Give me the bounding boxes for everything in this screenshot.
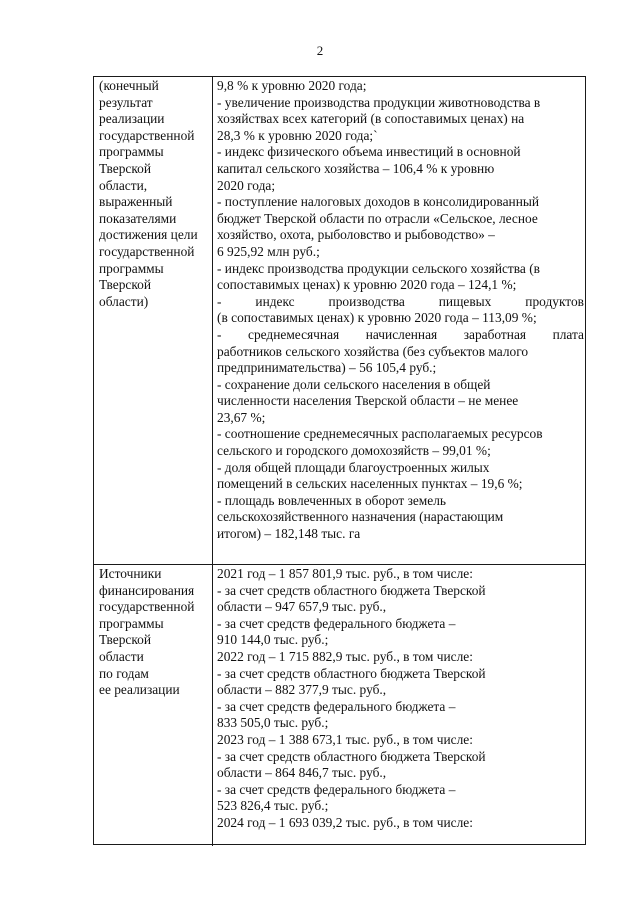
value-line: 2020 года;	[217, 177, 276, 193]
value-line: бюджет Тверской области по отрасли «Сельское, лесное	[217, 210, 538, 226]
value-line: - за счет средств федерального бюджета –	[217, 615, 456, 631]
value-line: - увеличение производства продукции животноводства в	[217, 94, 541, 110]
value-line: сельского и городского домохозяйств – 99,01 %;	[217, 443, 491, 459]
label-line: выраженный	[99, 194, 173, 210]
label-line: государственной	[99, 127, 195, 143]
label-line: программы	[99, 615, 164, 631]
table-row	[94, 77, 585, 565]
label-line: Тверской	[99, 160, 152, 176]
value-line: хозяйствах всех категорий (в сопоставимых ценах) на	[217, 111, 525, 127]
label-line: по годам	[99, 665, 149, 681]
label-line: Тверской	[99, 632, 152, 648]
label-line: финансирования	[99, 582, 195, 598]
value-line: - среднемесячная начисленная заработная плата	[217, 326, 584, 342]
value-line: 6 925,92 млн руб.;	[217, 243, 320, 259]
value-line: 2021 год – 1 857 801,9 тыс. руб., в том числе:	[217, 566, 473, 581]
label-line: результат	[99, 94, 153, 110]
value-line: - соотношение среднемесячных располагаемых ресурсов	[217, 426, 543, 442]
value-line: области – 882 377,9 тыс. руб.,	[217, 682, 387, 698]
value-line: 833 505,0 тыс. руб.;	[217, 715, 329, 731]
label-line: достижения цели	[99, 227, 198, 243]
value-line: численности населения Тверской области – не менее	[217, 393, 519, 409]
value-line: 28,3 % к уровню 2020 года;`	[217, 127, 378, 143]
value-line: - за счет средств федерального бюджета –	[217, 698, 456, 714]
column-divider	[212, 77, 213, 564]
row-label-cell	[99, 566, 211, 699]
value-line: 523 826,4 тыс. руб.;	[217, 798, 329, 814]
value-line: - за счет средств областного бюджета Тверской	[217, 748, 486, 764]
value-line: помещений в сельских населенных пунктах – 19,6 %;	[217, 476, 523, 492]
value-line: 23,67 %;	[217, 409, 266, 425]
column-divider	[212, 565, 213, 846]
value-line: 2024 год – 1 693 039,2 тыс. руб., в том числе:	[217, 814, 473, 830]
value-line: области – 947 657,9 тыс. руб.,	[217, 599, 387, 615]
label-line: показателями	[99, 210, 177, 226]
value-line: предпринимательства) – 56 105,4 руб.;	[217, 360, 437, 376]
label-line: государственной	[99, 243, 195, 259]
value-line: - доля общей площади благоустроенных жилых	[217, 459, 490, 475]
value-line: капитал сельского хозяйства – 106,4 % к уровню	[217, 160, 495, 176]
value-line: - индекс производства пищевых продуктов	[217, 293, 584, 309]
value-line: - поступление налоговых доходов в консолидированный	[217, 194, 540, 210]
label-line: государственной	[99, 599, 195, 615]
label-line: Тверской	[99, 277, 152, 293]
value-line: хозяйство, охота, рыболовство и рыбоводство» –	[217, 227, 495, 243]
row-value-cell	[217, 566, 584, 830]
value-line: (в сопоставимых ценах) к уровню 2020 года – 113,09 %;	[217, 310, 537, 326]
value-line: - сохранение доли сельского населения в общей	[217, 376, 491, 392]
label-line: программы	[99, 260, 164, 276]
row-label-cell	[99, 78, 211, 310]
value-line: сопоставимых ценах) к уровню 2020 года – 124,1 %;	[217, 277, 517, 293]
label-line: ее реализации	[99, 682, 180, 698]
value-line: сельскохозяйственного назначения (нарастающим	[217, 509, 504, 525]
value-line: - за счет средств областного бюджета Тверской	[217, 665, 486, 681]
value-line: 9,8 % к уровню 2020 года;	[217, 78, 367, 93]
value-line: 2023 год – 1 388 673,1 тыс. руб., в том числе:	[217, 731, 473, 747]
passport-table	[93, 76, 586, 845]
value-line: области – 864 846,7 тыс. руб.,	[217, 765, 387, 781]
row-value-cell	[217, 78, 584, 543]
page-number: 2	[316, 43, 324, 58]
label-line: Источники	[99, 566, 162, 581]
label-line: области	[99, 648, 144, 664]
value-line: - площадь вовлеченных в оборот земель	[217, 492, 447, 508]
value-line: 910 144,0 тыс. руб.;	[217, 632, 329, 648]
label-line: (конечный	[99, 78, 159, 93]
value-line: - индекс физического объема инвестиций в основной	[217, 144, 521, 160]
value-line: работников сельского хозяйства (без субъектов малого	[217, 343, 529, 359]
label-line: реализации	[99, 111, 165, 127]
label-line: области)	[99, 293, 149, 309]
value-line: - индекс производства продукции сельского хозяйства (в	[217, 260, 541, 276]
label-line: области,	[99, 177, 148, 193]
value-line: 2022 год – 1 715 882,9 тыс. руб., в том числе:	[217, 648, 473, 664]
value-line: - за счет средств областного бюджета Тверской	[217, 582, 486, 598]
label-line: программы	[99, 144, 164, 160]
value-line: итогом) – 182,148 тыс. га	[217, 526, 361, 542]
table-row	[94, 565, 585, 846]
value-line: - за счет средств федерального бюджета –	[217, 781, 456, 797]
